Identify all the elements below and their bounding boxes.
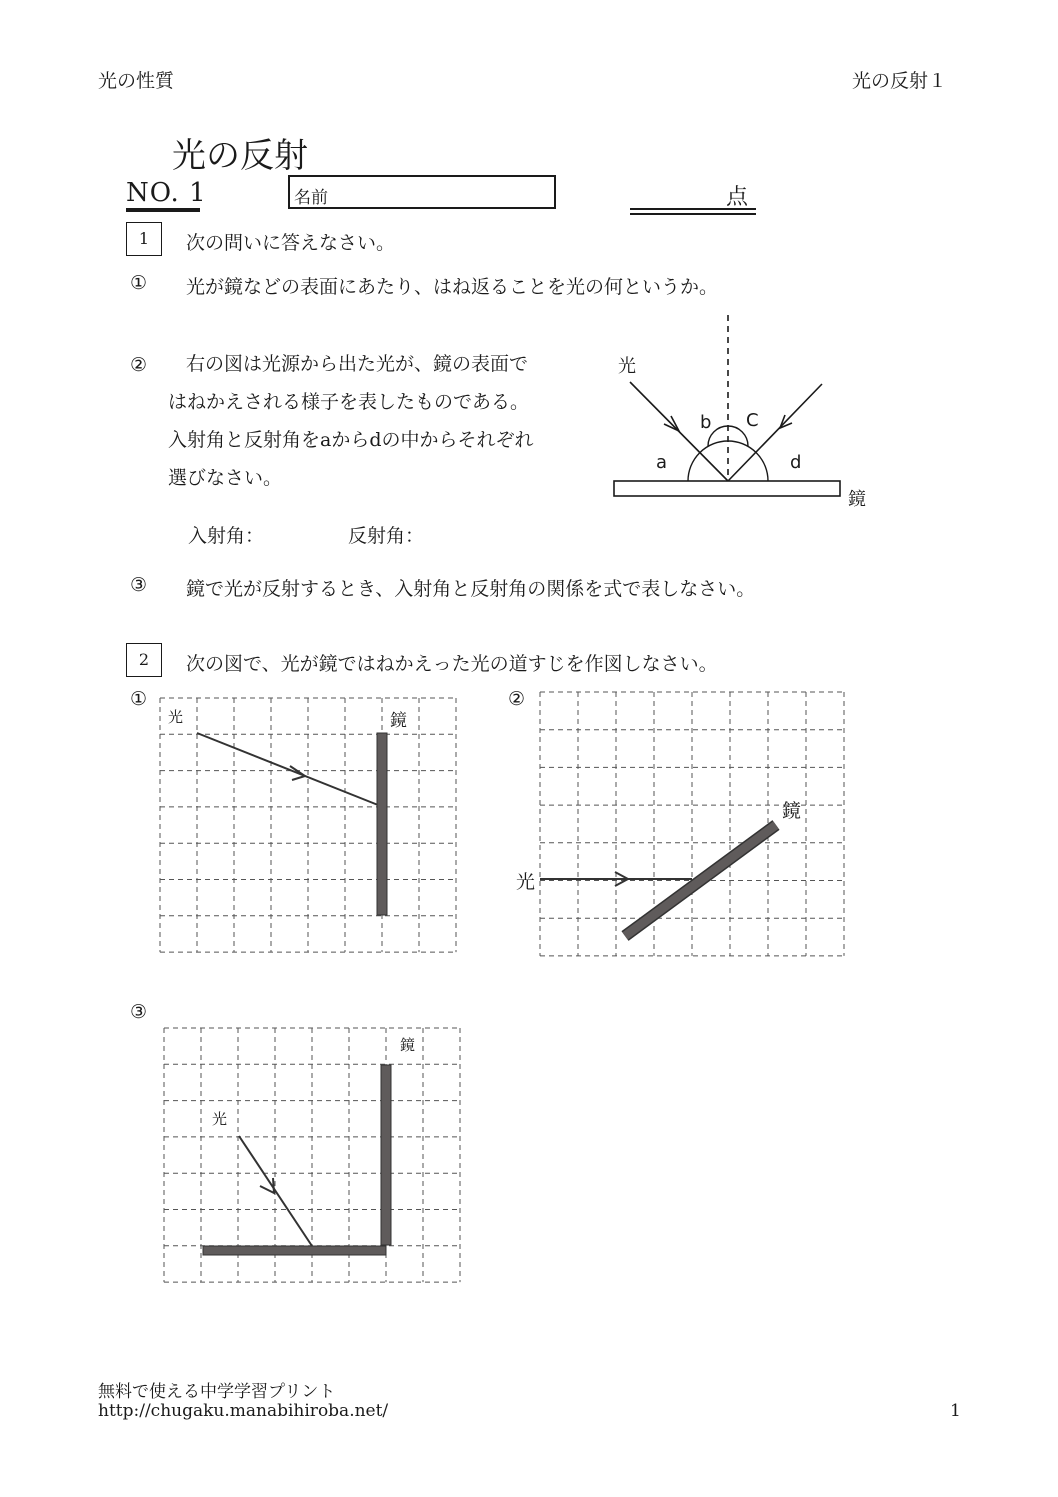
diagram-mirror-label: 鏡 — [848, 489, 866, 510]
figure-3-mirror-label: 鏡 — [400, 1036, 416, 1054]
sheet-number: NO. 1 — [126, 178, 207, 208]
question-2-line-3: 入射角と反射角をaからdの中からそれぞれ — [168, 429, 534, 451]
footer-url[interactable]: http://chugaku.manabihiroba.net/ — [98, 1401, 389, 1421]
question-2-line-2: はねかえされる様子を表したものである。 — [168, 391, 530, 413]
figure-2-mirror-label: 鏡 — [782, 800, 802, 822]
name-label: 名前 — [294, 188, 328, 208]
incident-ray — [197, 733, 378, 805]
mirror — [625, 825, 776, 936]
grid-lines — [540, 692, 844, 956]
mirror-horizontal — [203, 1246, 386, 1255]
figure-3-light-label: 光 — [212, 1110, 228, 1128]
angle-label-b: b — [700, 412, 712, 433]
name-field[interactable] — [288, 175, 556, 209]
figure-2-mark: ② — [508, 688, 526, 710]
section-number-2: 2 — [126, 643, 162, 677]
diagram-light-label: 光 — [618, 356, 636, 377]
question-2-line-4: 選びなさい。 — [168, 467, 283, 489]
reflection-diagram — [600, 305, 890, 520]
mirror — [614, 481, 840, 496]
mirror-vertical — [381, 1065, 391, 1245]
mirror — [377, 733, 387, 915]
angle-label-a: a — [656, 452, 668, 473]
footer-line-1: 無料で使える中学学習プリント — [98, 1382, 336, 1402]
header-right: 光の反射１ — [852, 70, 948, 92]
sheet-number-underline — [126, 208, 200, 212]
figure-1-mirror-label: 鏡 — [390, 711, 407, 731]
page-title: 光の反射 — [172, 136, 308, 176]
question-2-mark: ② — [130, 354, 148, 376]
figure-1-mark: ① — [130, 688, 148, 710]
score-line — [630, 213, 756, 215]
question-3-mark: ③ — [130, 574, 148, 596]
question-1-text: 光が鏡などの表面にあたり、はね返ることを光の何というか。 — [186, 276, 719, 298]
question-1-mark: ① — [130, 272, 148, 294]
section-number-1: 1 — [126, 222, 162, 256]
figure-1-light-label: 光 — [168, 708, 184, 726]
figure-1-grid — [150, 690, 470, 960]
figure-2-light-label: 光 — [516, 871, 536, 893]
section1-instruction: 次の問いに答えなさい。 — [186, 232, 396, 254]
question-3-text: 鏡で光が反射するとき、入射角と反射角の関係を式で表しなさい。 — [186, 578, 756, 600]
angle-label-d: d — [790, 452, 802, 473]
grid-lines — [164, 1028, 460, 1282]
figure-3-mark: ③ — [130, 1001, 148, 1023]
angle-label-c: C — [746, 410, 759, 431]
figure-3-grid — [150, 1020, 470, 1290]
page-number: 1 — [950, 1401, 961, 1421]
section2-instruction: 次の図で、光が鏡ではねかえった光の道すじを作図しなさい。 — [186, 653, 718, 675]
question-2-line-1: 右の図は光源から出た光が、鏡の表面で — [186, 353, 529, 375]
figure-2-grid — [510, 686, 855, 961]
answer-reflect-label: 反射角： — [348, 525, 425, 547]
answer-incident-label: 入射角： — [188, 525, 265, 547]
header-left: 光の性質 — [98, 70, 175, 92]
score-label: 点 — [726, 185, 749, 210]
